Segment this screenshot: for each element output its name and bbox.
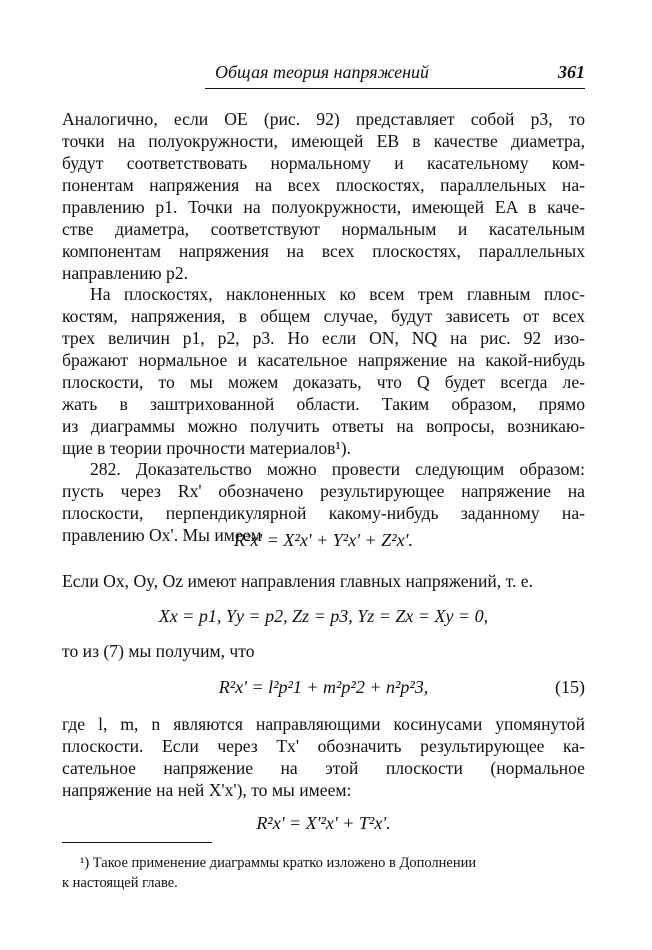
text-line: правлению p1. Точки на полуокружности, имеющей EA в каче- [62, 197, 585, 217]
formula-text: R²x' = X'²x' + T²x'. [256, 813, 391, 833]
text-line: будут соответствовать нормальному и касательному ком- [62, 153, 585, 173]
paragraph-5 [62, 640, 585, 662]
formula-text: R²x' = X²x' + Y²x' + Z²x'. [234, 530, 413, 550]
text-line: напряжение на ней X'x'), то мы имеем: [62, 780, 352, 800]
page-number: 361 [558, 62, 585, 82]
text-line: плоскости, перпендикулярной какому-нибудь заданному на- [62, 503, 585, 523]
text-line: бражают нормальное и касательное напряжение на какой-нибудь [62, 350, 585, 370]
text-line: Если Ox, Oy, Oz имеют направления главных напряжений, т. е. [62, 571, 533, 591]
formula-principal-stresses [62, 606, 585, 627]
running-title: Общая теория напряжений [215, 62, 430, 82]
text-line: пусть через Rx' обозначено результирующее напряжение на [62, 481, 585, 501]
paragraph-1 [62, 108, 585, 284]
paragraph-6 [62, 713, 585, 801]
paragraph-2 [62, 283, 585, 459]
text-line: компонентам напряжения на всех плоскостях, параллельных [62, 241, 585, 261]
text-line: то из (7) мы получим, что [62, 641, 255, 661]
footnote [62, 853, 585, 893]
formula-resultant-stress [62, 530, 585, 551]
text-line: из диаграммы можно получить ответы на вопросы, возникаю- [62, 416, 585, 436]
paragraph-4 [62, 570, 585, 592]
text-line: где l, m, n являются направляющими косинусами упомянутой [62, 714, 585, 734]
text-line: 282. Доказательство можно провести следующим образом: [90, 459, 585, 479]
formula-text: R²x' = l²p²1 + m²p²2 + n²p²3, [218, 677, 429, 697]
text-line: точки на полуокружности, имеющей EB в качестве диаметра, [62, 131, 585, 151]
footnote-line: ¹) Такое применение диаграммы кратко изложено в Дополнении [80, 855, 477, 871]
text-line: костям, напряжения, в общем случае, будут зависеть от всех [62, 306, 585, 326]
formula-15 [62, 677, 585, 698]
footnote-line: к настоящей главе. [62, 875, 178, 891]
formula-text: Xx = p1, Yy = p2, Zz = p3, Yz = Zx = Xy = 0, [158, 606, 489, 626]
text-line: плоскости. Если через Tx' обозначить результирующее ка- [62, 736, 585, 756]
equation-number: (15) [555, 677, 585, 697]
text-line: правлению Ox'. Мы имеем [62, 525, 262, 545]
text-line: плоскости, то мы можем доказать, что Q будет всегда ле- [62, 372, 585, 392]
text-line: На плоскостях, наклоненных ко всем трем главным плос- [90, 284, 585, 304]
formula-tangential-stress [62, 813, 585, 834]
text-line: направлению p2. [62, 263, 189, 283]
footnote-divider [62, 842, 212, 843]
text-line: трех величин p1, p2, p3. Но если ON, NQ на рис. 92 изо- [62, 328, 585, 348]
text-line: Аналогично, если OE (рис. 92) представляет собой p3, то [62, 109, 585, 129]
text-line: стве диаметра, соответствуют нормальным и касательным [62, 219, 585, 239]
text-line: понентам напряжения на всех плоскостях, параллельных на- [62, 175, 585, 195]
text-line: жать в заштрихованной области. Таким образом, прямо [62, 394, 585, 414]
running-header [205, 62, 585, 89]
text-line: щие в теории прочности материалов¹). [62, 438, 352, 458]
text-line: сательное напряжение на этой плоскости (нормальное [62, 758, 585, 778]
